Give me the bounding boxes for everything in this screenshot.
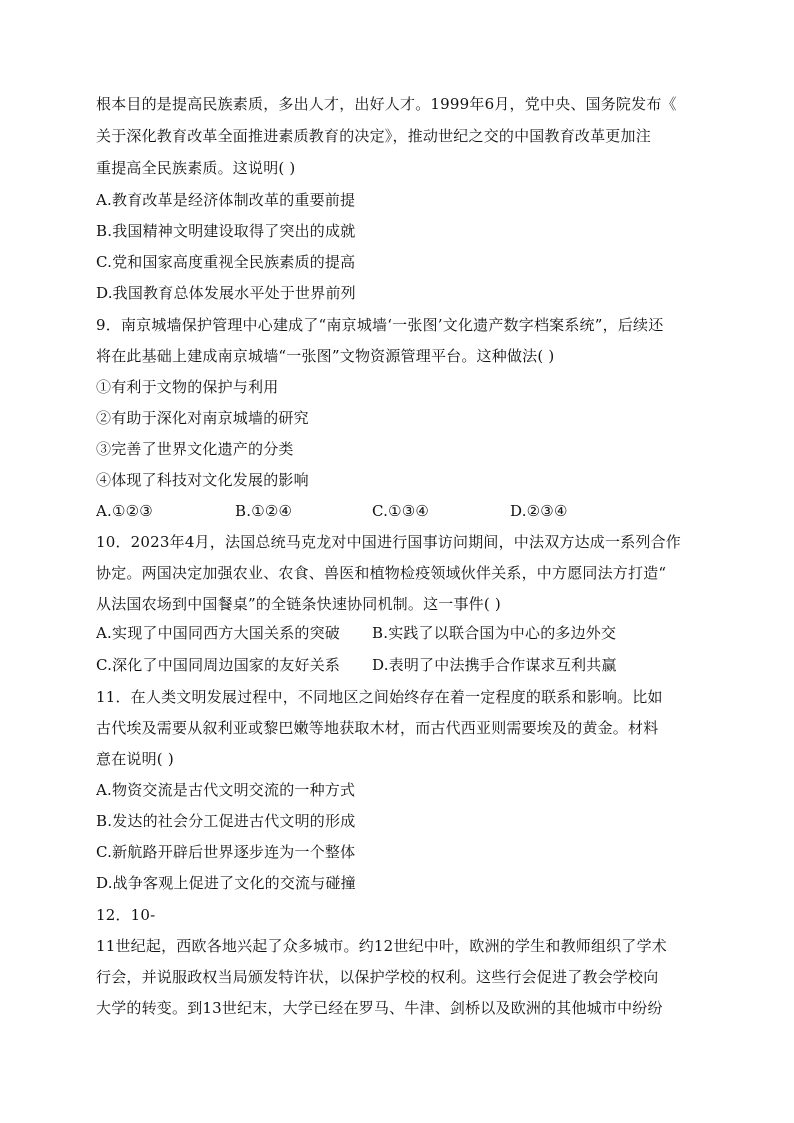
q12-stem-line-4: 大学的转变。到13世纪末，大学已经在罗马、牛津、剑桥以及欧洲的其他城市中纷纷 [96, 999, 663, 1017]
q10-stem-line-2: 协定。两国决定加强农业、农食、兽医和植物检疫领域伙伴关系，中方愿同法方打造“ [96, 564, 667, 582]
q9-stem-line-1: 9．南京城墙保护管理中心建成了“南京城墙‘一张图’文化遗产数字档案系统”，后续还 [96, 316, 664, 334]
q10-options-row-2 [96, 655, 706, 677]
q9-option-d: D.②③④ [510, 502, 568, 520]
q12-stem-line-3: 行会，并说服政权当局颁发特许状，以保护学校的权利。这些行会促进了教会学校向 [96, 968, 659, 986]
q8-option-b: B.我国精神文明建设取得了突出的成就 [96, 222, 356, 240]
q10-option-a: A.实现了中国同西方大国关系的突破 [96, 624, 341, 642]
q11-option-a: A.物资交流是古代文明交流的一种方式 [96, 781, 356, 799]
q11-stem-line-3: 意在说明( ) [96, 750, 174, 768]
q8-option-c: C.党和国家高度重视全民族素质的提高 [96, 253, 356, 271]
q8-stem-line-3: 重提高全民族素质。这说明( ) [96, 159, 296, 177]
q9-item-4: ④体现了科技对文化发展的影响 [96, 471, 309, 489]
q11-option-d: D.战争客观上促进了文化的交流与碰撞 [96, 874, 356, 892]
q11-option-c: C.新航路开辟后世界逐步连为一个整体 [96, 843, 356, 861]
q11-stem-line-1: 11．在人类文明发展过程中，不同地区之间始终存在着一定程度的联系和影响。比如 [96, 688, 663, 706]
q8-stem-line-1: 根本目的是提高民族素质，多出人才，出好人才。1999年6月，党中央、国务院发布《 [96, 95, 677, 113]
q11-option-b: B.发达的社会分工促进古代文明的形成 [96, 812, 356, 830]
q9-stem-line-2: 将在此基础上建成南京城墙“一张图”文物资源管理平台。这种做法( ) [96, 347, 555, 365]
q10-option-d: D.表明了中法携手合作谋求互利共赢 [372, 656, 617, 674]
q10-stem-line-1: 10．2023年4月，法国总统马克龙对中国进行国事访问期间，中法双方达成一系列合作 [96, 533, 682, 551]
q9-item-2: ②有助于深化对南京城墙的研究 [96, 409, 309, 427]
q9-item-1: ①有利于文物的保护与利用 [96, 378, 279, 396]
q9-options-row [96, 501, 706, 523]
q8-option-d: D.我国教育总体发展水平处于世界前列 [96, 284, 356, 302]
q8-option-a: A.教育改革是经济体制改革的重要前提 [96, 191, 356, 209]
q10-option-b: B.实践了以联合国为中心的多边外交 [372, 624, 617, 642]
q11-stem-line-2: 古代埃及需要从叙利亚或黎巴嫩等地获取木材，而古代西亚则需要埃及的黄金。材料 [96, 719, 659, 737]
q12-stem-line-1: 12．10- [96, 906, 156, 924]
q10-option-c: C.深化了中国同周边国家的友好关系 [96, 656, 341, 674]
q8-stem-line-2: 关于深化教育改革全面推进素质教育的决定》，推动世纪之交的中国教育改革更加注 [96, 127, 651, 145]
q9-item-3: ③完善了世界文化遗产的分类 [96, 440, 294, 458]
q9-option-b: B.①②④ [235, 502, 293, 520]
q10-options-row-1 [96, 623, 706, 645]
q9-option-a: A.①②③ [96, 502, 153, 520]
q9-option-c: C.①③④ [372, 502, 430, 520]
q10-stem-line-3: 从法国农场到中国餐桌”的全链条快速协同机制。这一事件( ) [96, 595, 501, 613]
q12-stem-line-2: 11世纪起，西欧各地兴起了众多城市。约12世纪中叶，欧洲的学生和教师组织了学术 [96, 937, 667, 955]
